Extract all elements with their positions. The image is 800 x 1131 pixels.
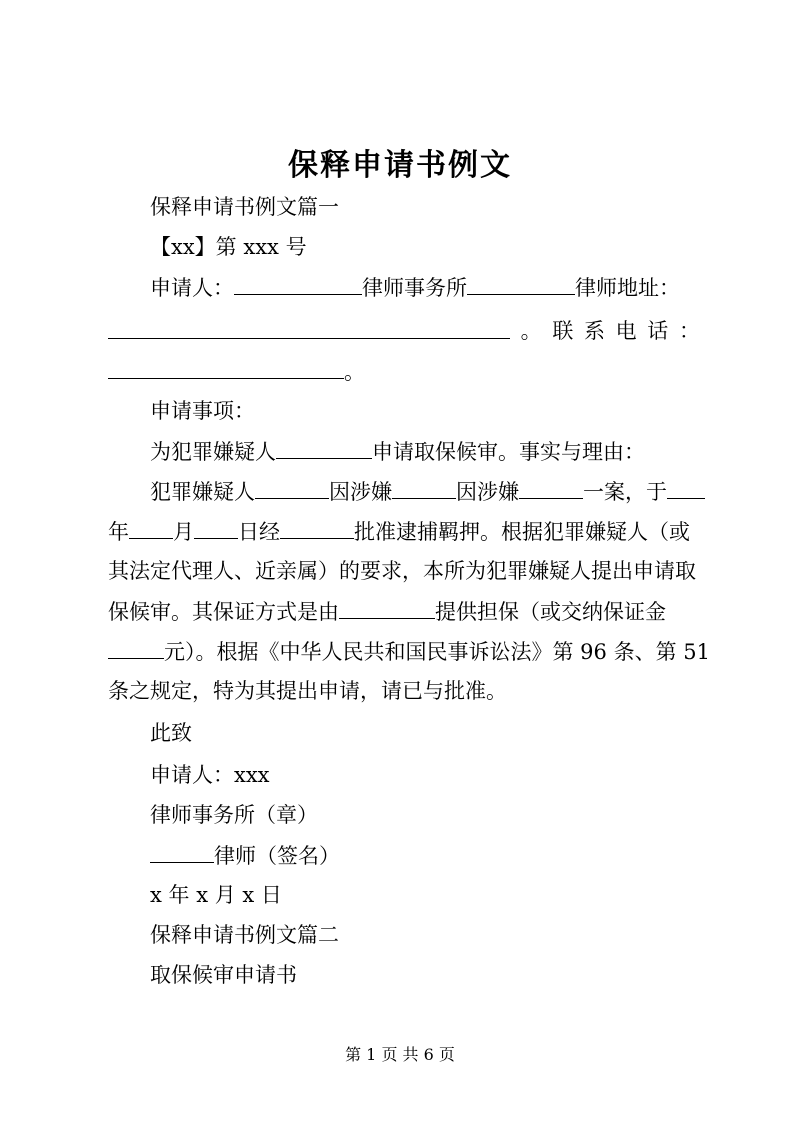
facts-line-4: 保候审。其保证方式是由 提供担保（或交纳保证金 xyxy=(108,596,666,627)
signature-lawyer: 律师（签名） xyxy=(150,840,340,871)
salutation: 此致 xyxy=(150,721,192,745)
applicant-line xyxy=(150,272,680,303)
facts-line-1: 犯罪嫌疑人 因涉嫌 因涉嫌 一案，于 xyxy=(150,476,705,507)
applicant-label: 申请人： xyxy=(150,276,234,300)
signature-applicant: 申请人：xxx xyxy=(150,763,270,787)
facts-line-5: 元）。根据《中华人民共和国民事诉讼法》第 96 条、第 51 xyxy=(108,636,710,667)
address-phone-line: 。 联 系 电 话 ： xyxy=(108,316,700,347)
document-title: 保释申请书例文 xyxy=(288,148,512,183)
facts-line-6: 条之规定，特为其提出申请，请已与批准。 xyxy=(108,679,507,703)
blank-field xyxy=(108,356,344,379)
case-number: 【xx】第 xxx 号 xyxy=(150,235,307,259)
section-heading-1: 保释申请书例文篇一 xyxy=(150,195,339,219)
page-footer: 第 1 页 共 6 页 xyxy=(345,1045,455,1064)
blank-field xyxy=(392,476,456,499)
blank-field xyxy=(108,316,510,339)
blank-field xyxy=(467,272,575,295)
blank-field xyxy=(194,516,238,539)
blank-field xyxy=(667,476,705,499)
section-subtitle: 取保候审申请书 xyxy=(150,963,297,987)
signature-date: x 年 x 月 x 日 xyxy=(150,883,282,907)
lawyer-address-label: 律师地址： xyxy=(575,276,680,300)
request-line: 为犯罪嫌疑人 申请取保候审。事实与理由： xyxy=(150,436,645,467)
blank-field xyxy=(234,272,362,295)
signature-law-firm: 律师事务所（章） xyxy=(150,803,318,827)
blank-field xyxy=(129,516,173,539)
law-firm-label: 律师事务所 xyxy=(362,276,467,300)
phone-line: 。 xyxy=(108,356,365,387)
blank-field xyxy=(339,596,435,619)
blank-field xyxy=(150,840,214,863)
blank-field xyxy=(280,516,354,539)
request-matters-label: 申请事项： xyxy=(150,399,255,423)
blank-field xyxy=(276,436,372,459)
blank-field xyxy=(519,476,583,499)
facts-line-3: 其法定代理人、近亲属）的要求，本所为犯罪嫌疑人提出申请取 xyxy=(108,559,696,583)
blank-field xyxy=(108,636,164,659)
facts-line-2: 年 月 日经 批准逮捕羁押。根据犯罪嫌疑人（或 xyxy=(108,516,690,547)
section-heading-2: 保释申请书例文篇二 xyxy=(150,923,339,947)
blank-field xyxy=(255,476,329,499)
